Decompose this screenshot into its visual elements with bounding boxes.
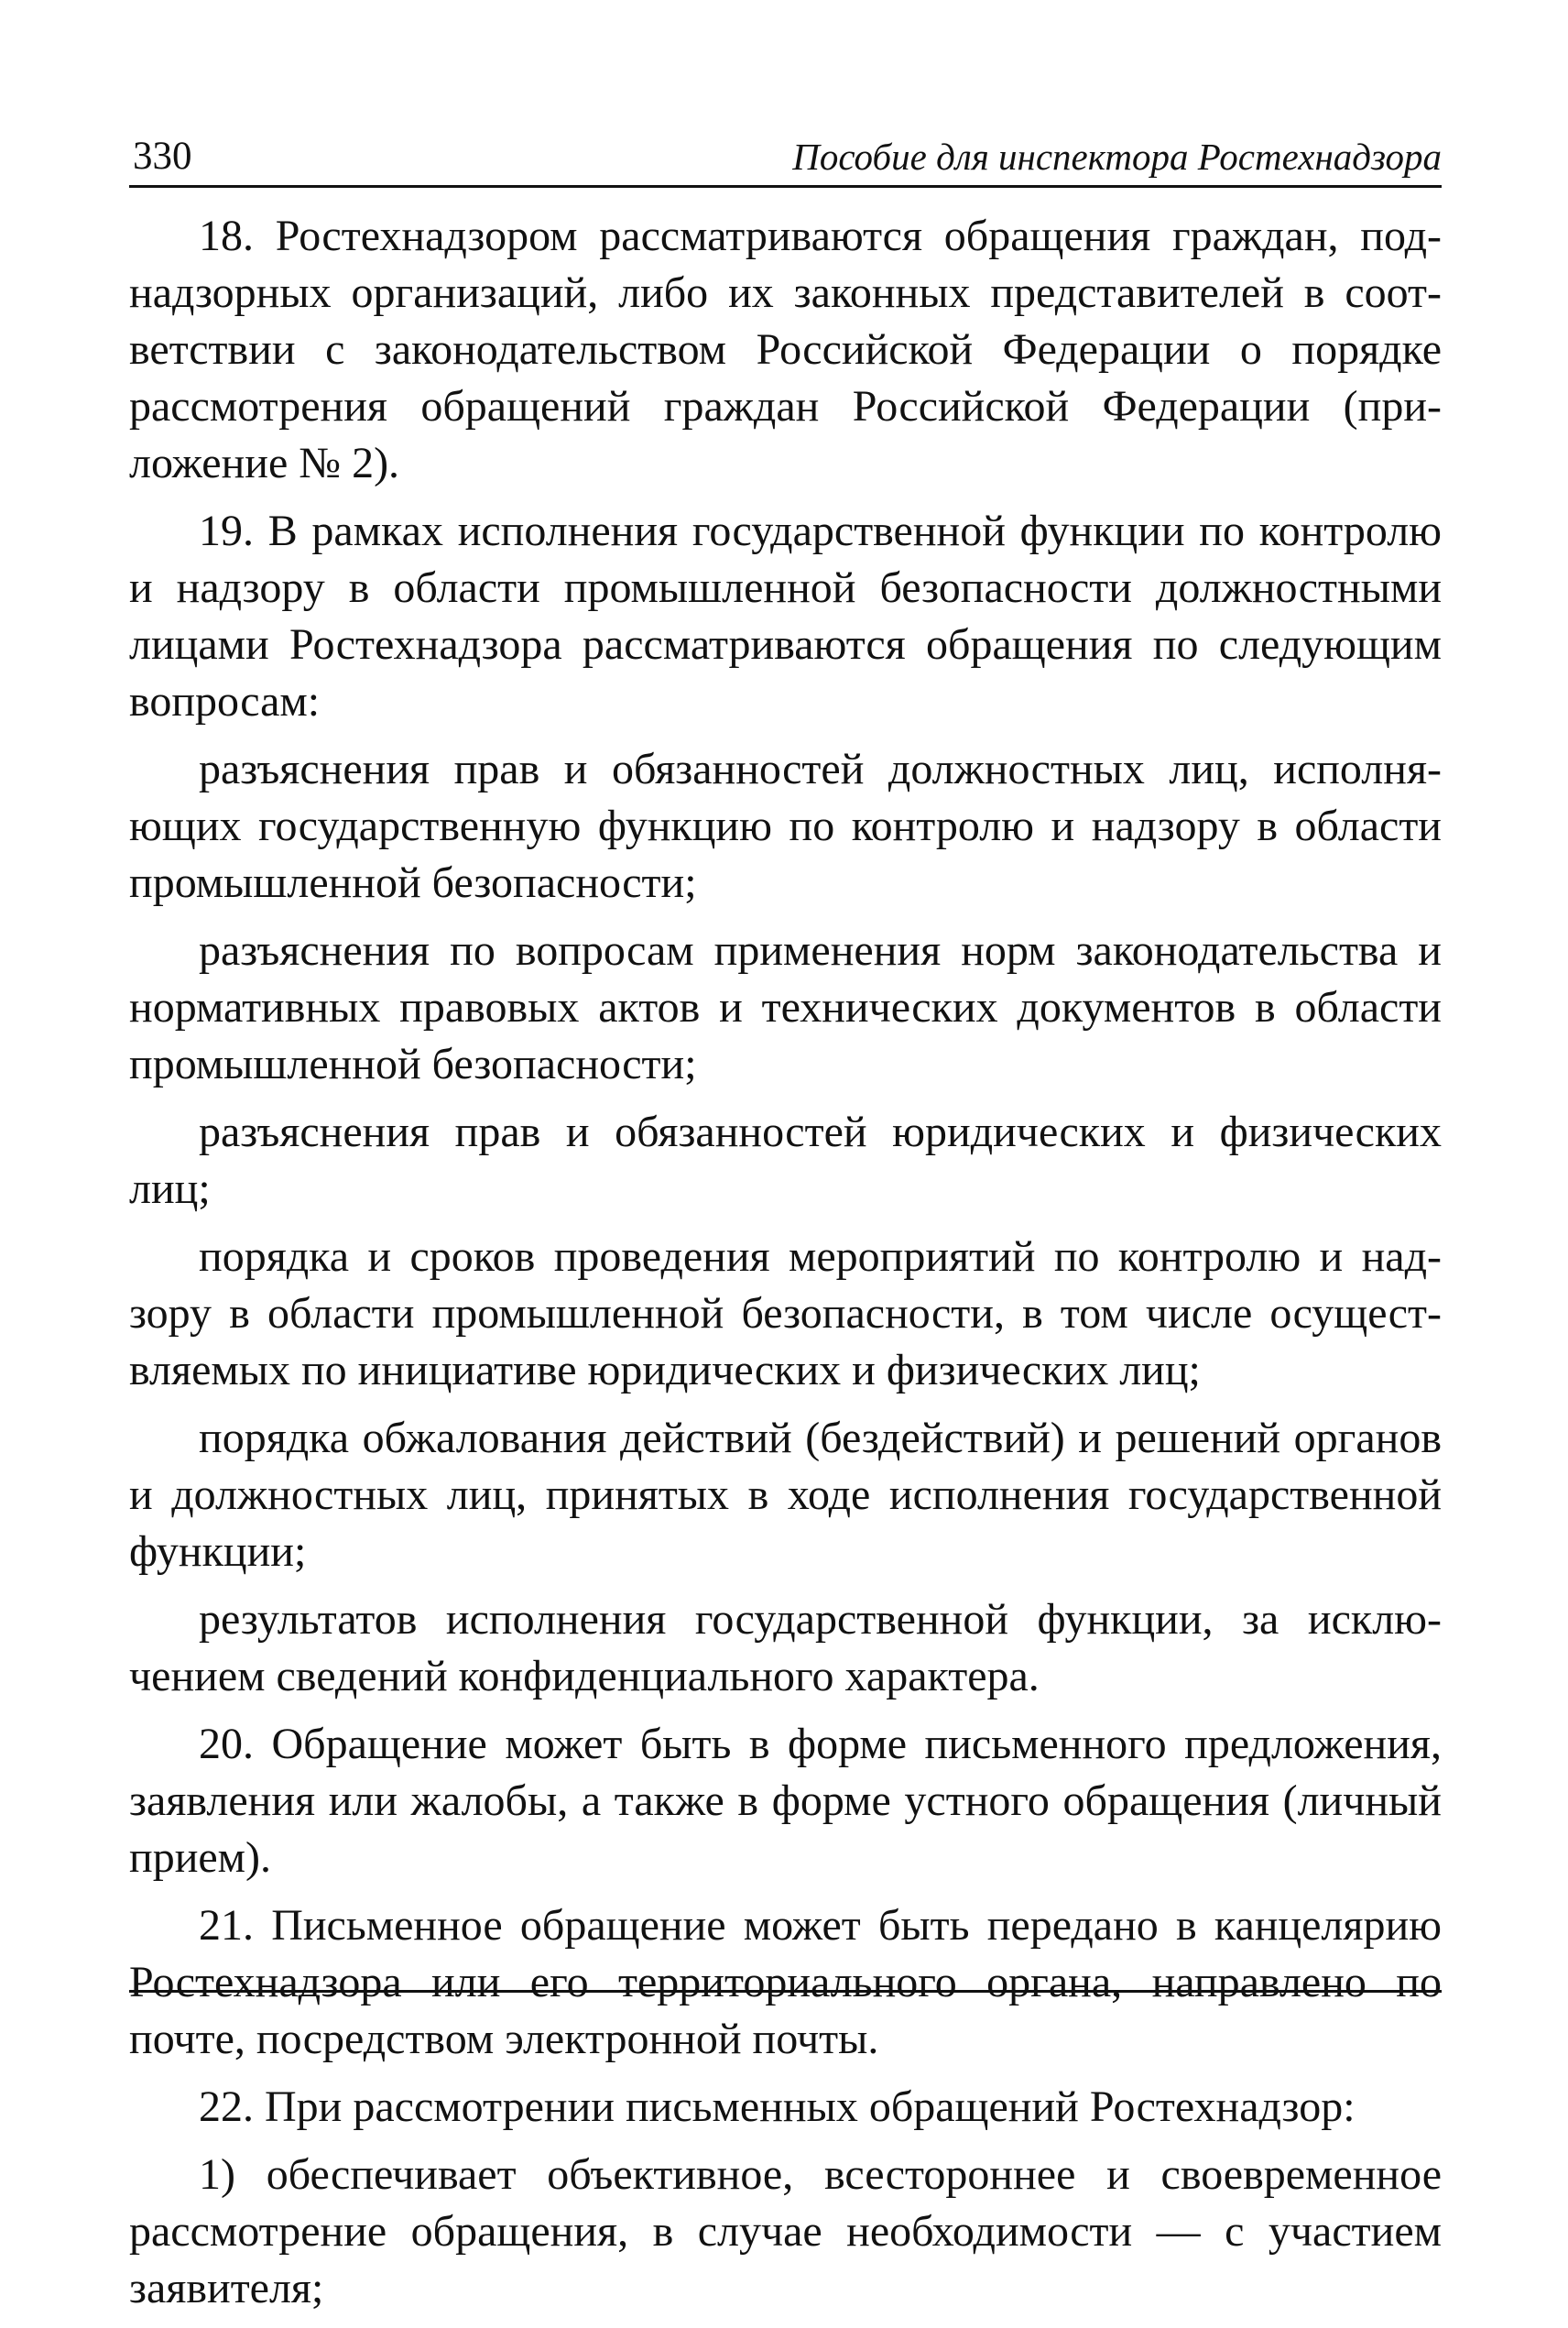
running-title: Пособие для инспектора Ростехнадзора (792, 136, 1442, 178)
list-item-legislation: разъяснения по вопросам применения норм законодательства и нормативных правовых актов и технических документов в области промышленной безопасности; (129, 926, 1442, 1088)
body-text (129, 208, 1442, 2317)
page-header (129, 128, 1442, 188)
footer-rule (129, 1990, 1442, 1993)
list-item-rights-persons: разъяснения прав и обязанностей юридических и физических лиц; (129, 1108, 1442, 1213)
list-item-1: 1) обеспечивает объективное, всестороннее и своевременное рассмотрение обращения, в случае необходимости — с участием заявителя; (129, 2150, 1442, 2312)
paragraph-22: 22. При рассмотрении письменных обращений Ростехнадзор: (199, 2082, 1356, 2131)
page-number: 330 (133, 135, 192, 178)
paragraph-19: 19. В рамках исполнения государственной функции по контролю и надзору в области промышленной безопасности должностными лицами Ростехнадзора рассматриваются обращения по следующим вопросам: (129, 507, 1442, 726)
list-item-rights-officials: разъяснения прав и обязанностей должностных лиц, исполняющих государственную функцию по контролю и надзору в области промышленной безопасности; (129, 745, 1442, 907)
book-page (129, 128, 1442, 2328)
paragraph-18: 18. Ростехнадзором рассматриваются обращения граждан, поднадзорных организаций, либо их законных представителей в соответствии с законодательством Российской Федерации о порядке рассмотрения обращений граждан Российской Федерации (приложение № 2). (129, 212, 1442, 487)
paragraph-21: 21. Письменное обращение может быть передано в канцелярию Ростехнадзора или его территориального органа, направлено по почте, посредством электронной почты. (129, 1901, 1442, 2063)
paragraph-20: 20. Обращение может быть в форме письменного предложения, заявления или жалобы, а также в форме устного обращения (личный прием). (129, 1720, 1442, 1882)
list-item-results: результатов исполнения государственной функции, за исключением сведений конфиденциального характера. (129, 1595, 1442, 1700)
list-item-inspection-procedure: порядка и сроков проведения мероприятий по контролю и надзору в области промышленной безопасности, в том числе осуществляемых по инициативе юридических и физических лиц; (129, 1232, 1442, 1394)
list-item-appeal-procedure: порядка обжалования действий (бездействий) и решений органов и должностных лиц, принятых в ходе исполнения государственной функции; (129, 1414, 1442, 1576)
